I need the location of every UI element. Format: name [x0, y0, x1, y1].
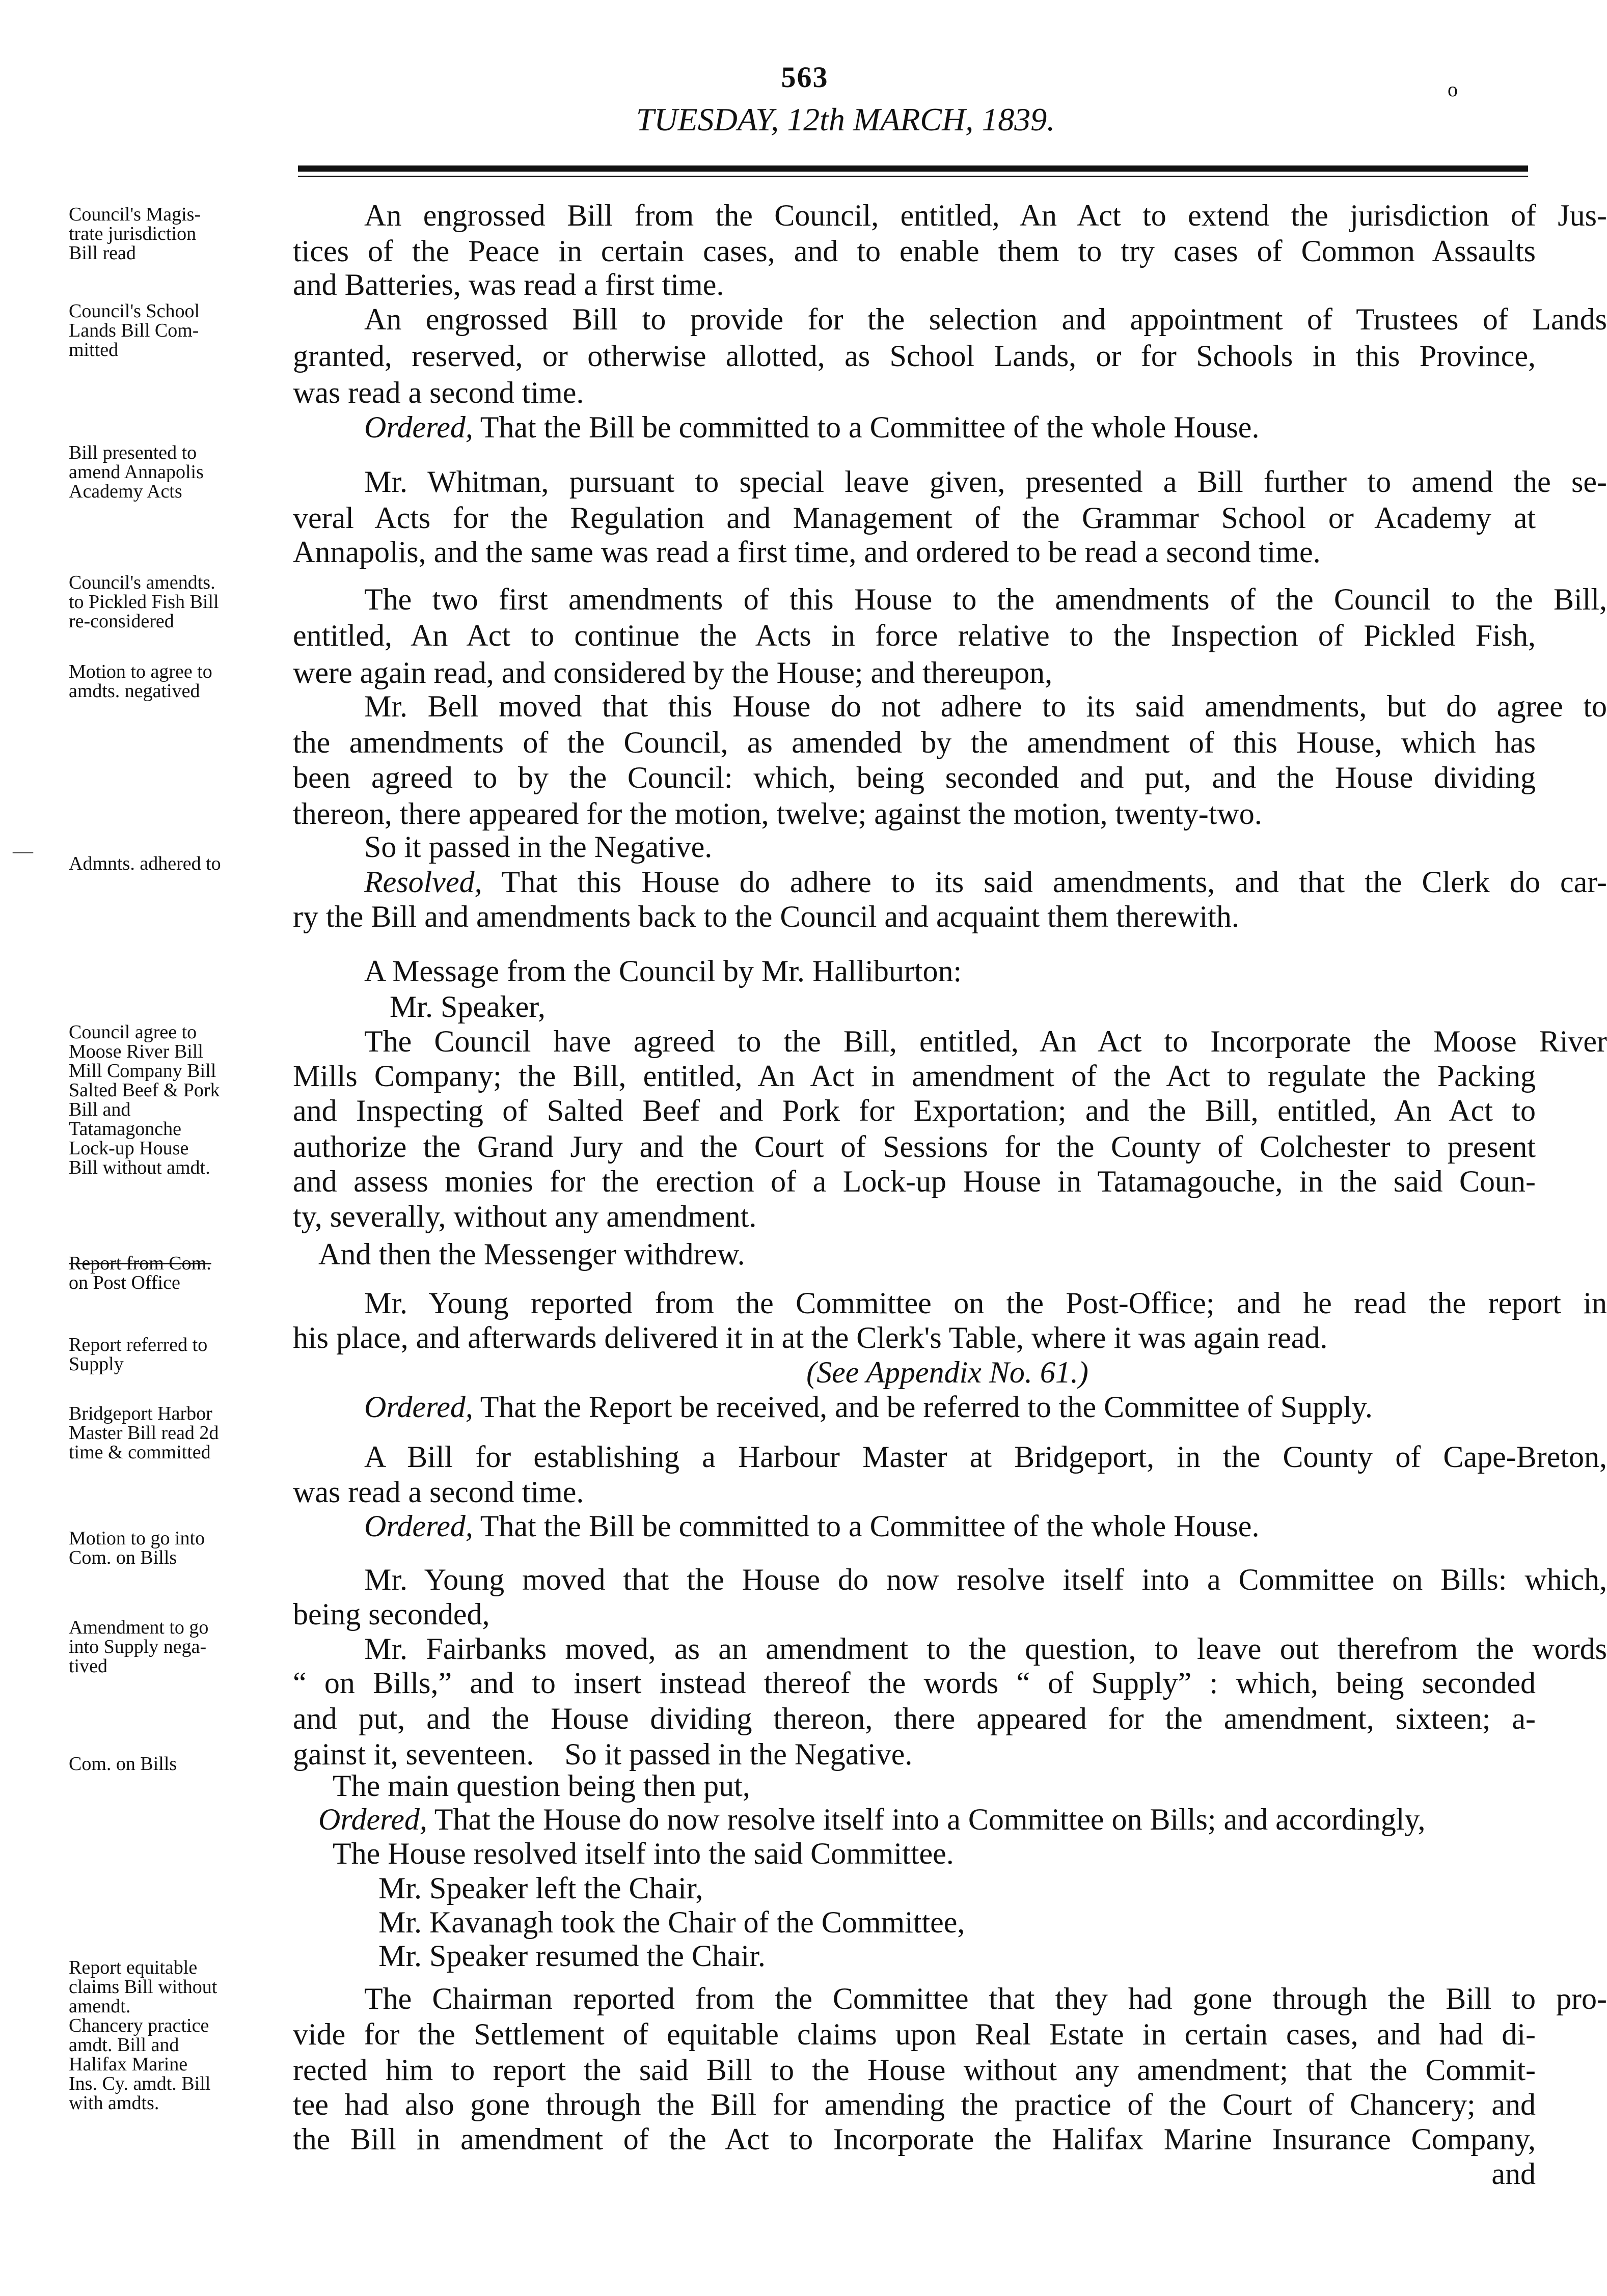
body-line: and Inspecting of Salted Beef and Pork for Exportation; and the Bill, entitled, An Act to: [293, 1094, 1536, 1127]
body-line: granted, reserved, or otherwise allotted, as School Lands, or for Schools in this Province,: [293, 339, 1536, 373]
margin-note: Report referred to Supply: [69, 1334, 208, 1375]
margin-note: Admnts. adhered to: [69, 853, 221, 874]
body-line: being seconded,: [293, 1597, 490, 1631]
body-line: and Batteries, was read a first time.: [293, 268, 724, 301]
body-line: was read a second time.: [293, 376, 584, 409]
body-line: entitled, An Act to continue the Acts in force relative to the Inspection of Pickled Fish,: [293, 619, 1536, 652]
header-rule-thin: [298, 176, 1528, 177]
page-number: 563: [781, 61, 829, 94]
page-date: TUESDAY, 12th MARCH, 1839.: [636, 101, 1055, 137]
body-line: ty, severally, without any amendment.: [293, 1200, 757, 1233]
body-line: were again read, and considered by the House; and thereupon,: [293, 656, 1053, 689]
margin-note: Com. on Bills: [69, 1753, 177, 1775]
margin-note: Motion to agree to amdts. negatived: [69, 661, 212, 702]
margin-note: Council's amendts. to Pickled Fish Bill re-considered: [69, 572, 219, 632]
body-line: Mr. Speaker left the Chair,: [378, 1871, 703, 1905]
body-line: Mr. Whitman, pursuant to special leave given, presented a Bill further to amend the se-: [364, 465, 1607, 499]
body-line: been agreed to by the Council: which, being seconded and put, and the House dividing: [293, 761, 1536, 794]
body-line: A Bill for establishing a Harbour Master at Bridgeport, in the County of Cape-Breton,: [364, 1440, 1607, 1474]
catchword: and: [1491, 2157, 1536, 2191]
appendix-reference: (See Appendix No. 61.): [806, 1356, 1088, 1389]
body-line: Mr. Kavanagh took the Chair of the Committee,: [378, 1905, 965, 1939]
page-mark: o: [1448, 78, 1458, 101]
body-line: Mr. Speaker resumed the Chair.: [378, 1939, 766, 1973]
body-line: gainst it, seventeen. So it passed in the Negative.: [293, 1737, 913, 1771]
body-line: the amendments of the Council, as amended by the amendment of this House, which has: [293, 726, 1536, 759]
margin-note: Report from Com. on Post Office: [69, 1253, 211, 1293]
stray-mark: —: [13, 839, 33, 862]
body-line: The two first amendments of this House to the amendments of the Council to the Bill,: [364, 583, 1607, 616]
body-line: An engrossed Bill to provide for the selection and appointment of Trustees of Lands: [364, 302, 1607, 336]
margin-note: Council's School Lands Bill Com- mitted: [69, 300, 200, 361]
body-line: Mills Company; the Bill, entitled, An Act in amendment of the Act to regulate the Packing: [293, 1059, 1536, 1093]
body-line: Ordered, That the Report be received, and be referred to the Committee of Supply.: [364, 1390, 1373, 1424]
body-line: was read a second time.: [293, 1475, 584, 1509]
body-line: Mr. Young moved that the House do now resolve itself into a Committee on Bills: which,: [364, 1563, 1607, 1596]
body-line: thereon, there appeared for the motion, twelve; against the motion, twenty-two.: [293, 797, 1262, 831]
margin-note: Amendment to go into Supply nega- tived: [69, 1617, 209, 1677]
body-line: Mr. Fairbanks moved, as an amendment to the question, to leave out therefrom the words: [364, 1632, 1607, 1666]
body-line: Annapolis, and the same was read a first time, and ordered to be read a second time.: [293, 535, 1321, 569]
body-line: Mr. Bell moved that this House do not adhere to its said amendments, but do agree to: [364, 689, 1607, 723]
body-line: And then the Messenger withdrew.: [318, 1237, 745, 1271]
body-line: Mr. Speaker,: [390, 990, 546, 1023]
body-line: and assess monies for the erection of a Lock-up House in Tatamagouche, in the said Coun-: [293, 1165, 1536, 1198]
margin-note: Council agree to Moose River Bill Mill Company Bill Salted Beef & Pork Bill and Tatamagonche Lock-up House Bill without amdt.: [69, 1021, 220, 1178]
body-line: his place, and afterwards delivered it in at the Clerk's Table, where it was again read.: [293, 1321, 1328, 1354]
body-line: An engrossed Bill from the Council, entitled, An Act to extend the jurisdiction of Jus-: [364, 199, 1607, 232]
body-line: authorize the Grand Jury and the Court of Sessions for the County of Colchester to present: [293, 1130, 1536, 1164]
body-line: The main question being then put,: [333, 1769, 750, 1803]
body-line: tices of the Peace in certain cases, and to enable them to try cases of Common Assaults: [293, 234, 1536, 268]
body-line: tee had also gone through the Bill for amending the practice of the Court of Chancery; and: [293, 2088, 1536, 2121]
body-line: Mr. Young reported from the Committee on the Post-Office; and he read the report in: [364, 1286, 1607, 1320]
body-line: So it passed in the Negative.: [364, 830, 713, 864]
body-line: The Council have agreed to the Bill, entitled, An Act to Incorporate the Moose River: [364, 1025, 1607, 1058]
body-line: Ordered, That the Bill be committed to a Committee of the whole House.: [364, 410, 1260, 444]
body-line: Ordered, That the Bill be committed to a Committee of the whole House.: [364, 1509, 1260, 1543]
body-line: “ on Bills,” and to insert instead thereof the words “ of Supply” : which, being seconded: [293, 1666, 1536, 1700]
margin-note: Bridgeport Harbor Master Bill read 2d time & committed: [69, 1403, 219, 1463]
body-line: Resolved, That this House do adhere to its said amendments, and that the Clerk do car-: [364, 865, 1607, 899]
margin-note: Bill presented to amend Annapolis Academy Acts: [69, 442, 204, 502]
body-line: The Chairman reported from the Committee that they had gone through the Bill to pro-: [364, 1982, 1607, 2015]
body-line: ry the Bill and amendments back to the Council and acquaint them therewith.: [293, 900, 1239, 933]
margin-note: Report equitable claims Bill without amendt. Chancery practice amdt. Bill and Halifax Marine Ins. Cy. amdt. Bill with amdts.: [69, 1957, 217, 2114]
margin-note: Council's Magis- trate jurisdiction Bill read: [69, 204, 201, 264]
body-line: vide for the Settlement of equitable claims upon Real Estate in certain cases, and had di-: [293, 2017, 1536, 2051]
body-line: rected him to report the said Bill to the House without any amendment; that the Commit-: [293, 2053, 1536, 2087]
body-line: The House resolved itself into the said Committee.: [333, 1837, 954, 1870]
body-line: Ordered, That the House do now resolve itself into a Committee on Bills; and accordingly,: [318, 1803, 1426, 1836]
body-line: and put, and the House dividing thereon, there appeared for the amendment, sixteen; a-: [293, 1702, 1536, 1735]
body-line: A Message from the Council by Mr. Halliburton:: [364, 954, 962, 988]
margin-note: Motion to go into Com. on Bills: [69, 1528, 205, 1568]
header-rule-thick: [298, 165, 1528, 172]
body-line: veral Acts for the Regulation and Management of the Grammar School or Academy at: [293, 501, 1536, 535]
body-line: the Bill in amendment of the Act to Incorporate the Halifax Marine Insurance Company,: [293, 2122, 1536, 2156]
